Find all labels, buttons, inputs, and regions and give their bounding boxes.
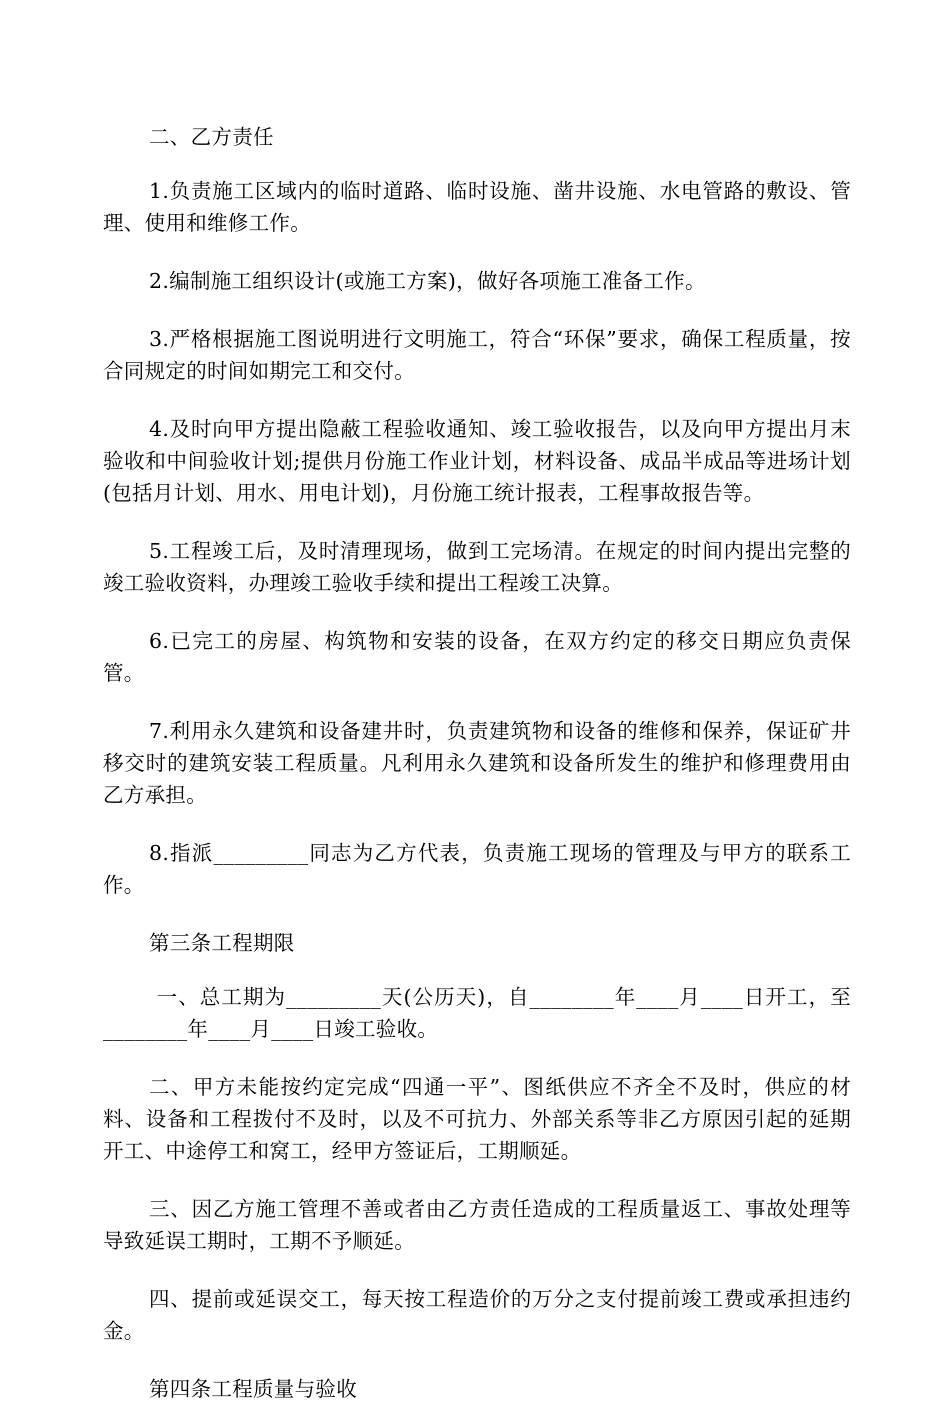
term-1-total-duration: 一、总工期为_________天(公历天)，自________年____月____日开工，至________年____月____日竣工验收。 <box>103 985 851 1041</box>
clause-5-site-cleanup: 5.工程竣工后，及时清理现场，做到工完场清。在规定的时间内提出完整的竣工验收资料，办理竣工验收手续和提出工程竣工决算。 <box>103 539 851 595</box>
section-heading-party-b-responsibilities: 二、乙方责任 <box>149 125 274 149</box>
term-4-early-late-delivery: 四、提前或延误交工，每天按工程造价的万分之支付提前竣工费或承担违约金。 <box>103 1287 851 1343</box>
clause-1-temporary-facilities: 1.负责施工区域内的临时道路、临时设施、凿井设施、水电管路的敷设、管理、使用和维修工作。 <box>103 179 851 235</box>
article-3-heading: 第三条工程期限 <box>149 931 295 955</box>
clause-8-representative: 8.指派_________同志为乙方代表，负责施工现场的管理及与甲方的联系工作。 <box>103 841 851 897</box>
document-page <box>103 121 851 1427</box>
clause-4-inspection-notices: 4.及时向甲方提出隐蔽工程验收通知、竣工验收报告，以及向甲方提出月末验收和中间验收计划;提供月份施工作业计划，材料设备、成品半成品等进场计划(包括月计划、用水、用电计划)，月份施工统计报表，工程事故报告等。 <box>103 417 851 505</box>
clause-6-custody: 6.已完工的房屋、构筑物和安装的设备，在双方约定的移交日期应负责保管。 <box>103 629 851 685</box>
term-3-no-extension: 三、因乙方施工管理不善或者由乙方责任造成的工程质量返工、事故处理等导致延误工期时，工期不予顺延。 <box>103 1197 851 1253</box>
clause-3-civilized-construction: 3.严格根据施工图说明进行文明施工，符合“环保”要求，确保工程质量，按合同规定的时间如期完工和交付。 <box>103 327 851 383</box>
clause-2-construction-plan: 2.编制施工组织设计(或施工方案)，做好各项施工准备工作。 <box>149 269 706 293</box>
clause-7-permanent-buildings: 7.利用永久建筑和设备建井时，负责建筑物和设备的维修和保养，保证矿井移交时的建筑安装工程质量。凡利用永久建筑和设备所发生的维护和修理费用由乙方承担。 <box>103 719 851 807</box>
article-4-heading: 第四条工程质量与验收 <box>149 1377 357 1401</box>
term-2-extension: 二、甲方未能按约定完成“四通一平”、图纸供应不齐全不及时，供应的材料、设备和工程拨付不及时，以及不可抗力、外部关系等非乙方原因引起的延期开工、中途停工和窝工，经甲方签证后，工期顺延。 <box>103 1075 851 1163</box>
